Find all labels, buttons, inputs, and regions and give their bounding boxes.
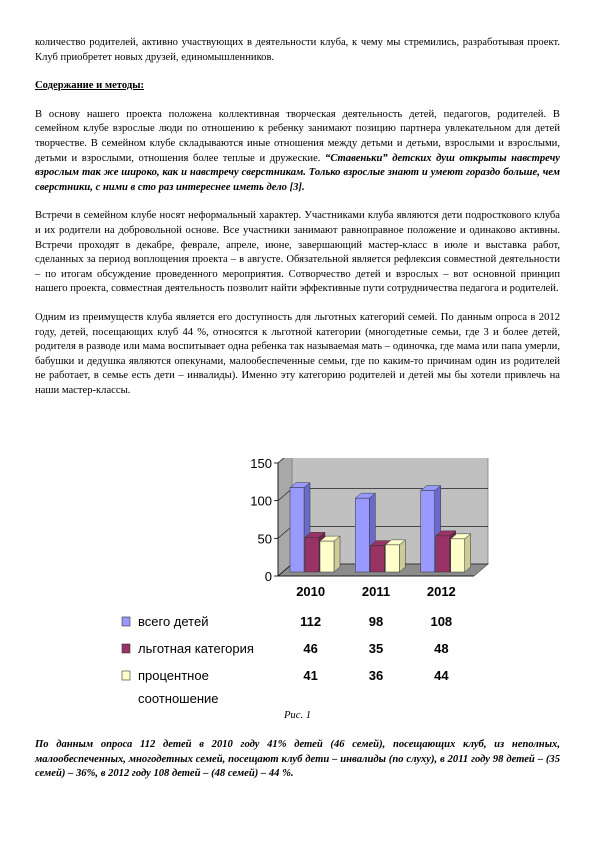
bar-0-0: [290, 488, 304, 572]
paragraph-1-text: В основу нашего проекта положена коллективная творческая деятельность детей, педагогов, родителей. В семейном клубе взрослые люди по отношению к ребенку занимают позицию партнера увлекательном для детей творчестве. В семейном клубе складываются иные отношения между детьми и детьми, взрослыми и взрослыми, детьми и взрослыми, отношения более теплые и дружеские.: [35, 108, 560, 164]
legend-label: льготная категория: [138, 641, 254, 656]
page-body: [35, 36, 560, 398]
bar-0-2: [320, 541, 334, 572]
paragraph-2: Встречи в семейном клубе носят неформальный характер. Участниками клуба являются дети подросткового клуба и их родители на добровольной основе. Все участники занимают равноправное положение и одинаково активны. Встречи проходят в декабре, феврале, апреле, июне, завершающий мастер-класс в июле и выставка работ, сделанных за период воплощения проекта – в августе. Обязательной является рефлексия совместной деятельности – по итогам обсуждение проведенного мероприятия. Сотворчество детей и взрослых – вот основной принцип нашего проекта, совместная деятельность позволит найти эффективные пути сотрудничества педагога и родителей.: [35, 210, 560, 295]
table-value: 36: [368, 668, 384, 683]
paragraph-3: Одним из преимуществ клуба является его доступность для льготных категорий семей. По данным опроса в 2012 году, детей, посещающих клуб 44 %, относятся к льготной категории (многодетные семьи, где 3 и более детей, родителя в разводе или мама воспитывает одна ребенка так называемая мать – одиночка, где мама или папа умерли, бабушки и дедушка являются опекунами, малообеспеченные семьи, где по каким-то причинам один из родителей не работает, в семье есть дети – инвалиды). Именно эту категорию родителей и детей мы бы хотели привлечь на наши мастер-классы.: [35, 311, 560, 396]
x-tick-label: 2012: [426, 584, 456, 599]
bar-1-1: [370, 546, 384, 572]
section-heading: Содержание и методы:: [35, 80, 145, 92]
paragraph-1-quote: “Ставеньки” детских душ открыты навстречу взрослым так же широко, как и навстречу сверстникам. Только взрослые знают и умеют гораздо больше, чем сверстники, с ними в сто раз интереснее иметь дело [3].: [35, 152, 560, 193]
y-tick-label: 100: [250, 493, 272, 509]
table-value: 48: [434, 641, 449, 656]
table-value: 46: [303, 641, 318, 656]
table-value: 35: [368, 641, 384, 656]
bar-side: [399, 540, 405, 572]
figure-caption: Рис. 1: [283, 710, 312, 721]
chart-svg: [110, 458, 520, 708]
x-tick-label: 2010: [296, 584, 326, 599]
bar-1-2: [385, 545, 399, 572]
table-value: 44: [434, 668, 449, 683]
bar-side: [465, 534, 471, 572]
bar-2-1: [436, 536, 450, 572]
paragraph-final: По данным опроса 112 детей в 2010 году 41% детей (46 семей), посещающих клуб, из неполных, малообеспеченных, многодетных семей, посещают клуб дети – инвалиды (по слуху), в 2011 году 98 детей – (35 семей) – 36%, в 2012 году 108 детей – (48 семей) – 44 %.: [35, 739, 560, 780]
legend-swatch: [122, 617, 130, 626]
legend-label-line2: соотношение: [138, 691, 219, 706]
y-tick-label: 150: [250, 458, 272, 471]
legend-swatch: [122, 644, 130, 653]
table-value: 112: [300, 614, 322, 629]
bar-chart: [138, 458, 520, 708]
bar-side: [334, 536, 340, 572]
bar-2-2: [451, 539, 465, 572]
table-value: 41: [303, 668, 318, 683]
y-tick-label: 50: [257, 531, 272, 547]
table-value: 108: [430, 614, 453, 629]
paragraph-1: [35, 108, 560, 196]
x-tick-label: 2011: [361, 584, 391, 599]
y-tick-label: 0: [264, 569, 272, 584]
table-value: 98: [368, 614, 384, 629]
legend-swatch: [122, 671, 130, 680]
bar-2-0: [421, 491, 435, 572]
bar-0-1: [305, 537, 319, 572]
legend-label: всего детей: [138, 614, 209, 629]
legend-label: процентное: [138, 668, 209, 683]
paragraph-intro: количество родителей, активно участвующих в деятельности клуба, к чему мы стремились, разработывая проект. Клуб приобретет новых друзей, единомышленников.: [35, 37, 560, 63]
bar-1-0: [355, 498, 369, 572]
